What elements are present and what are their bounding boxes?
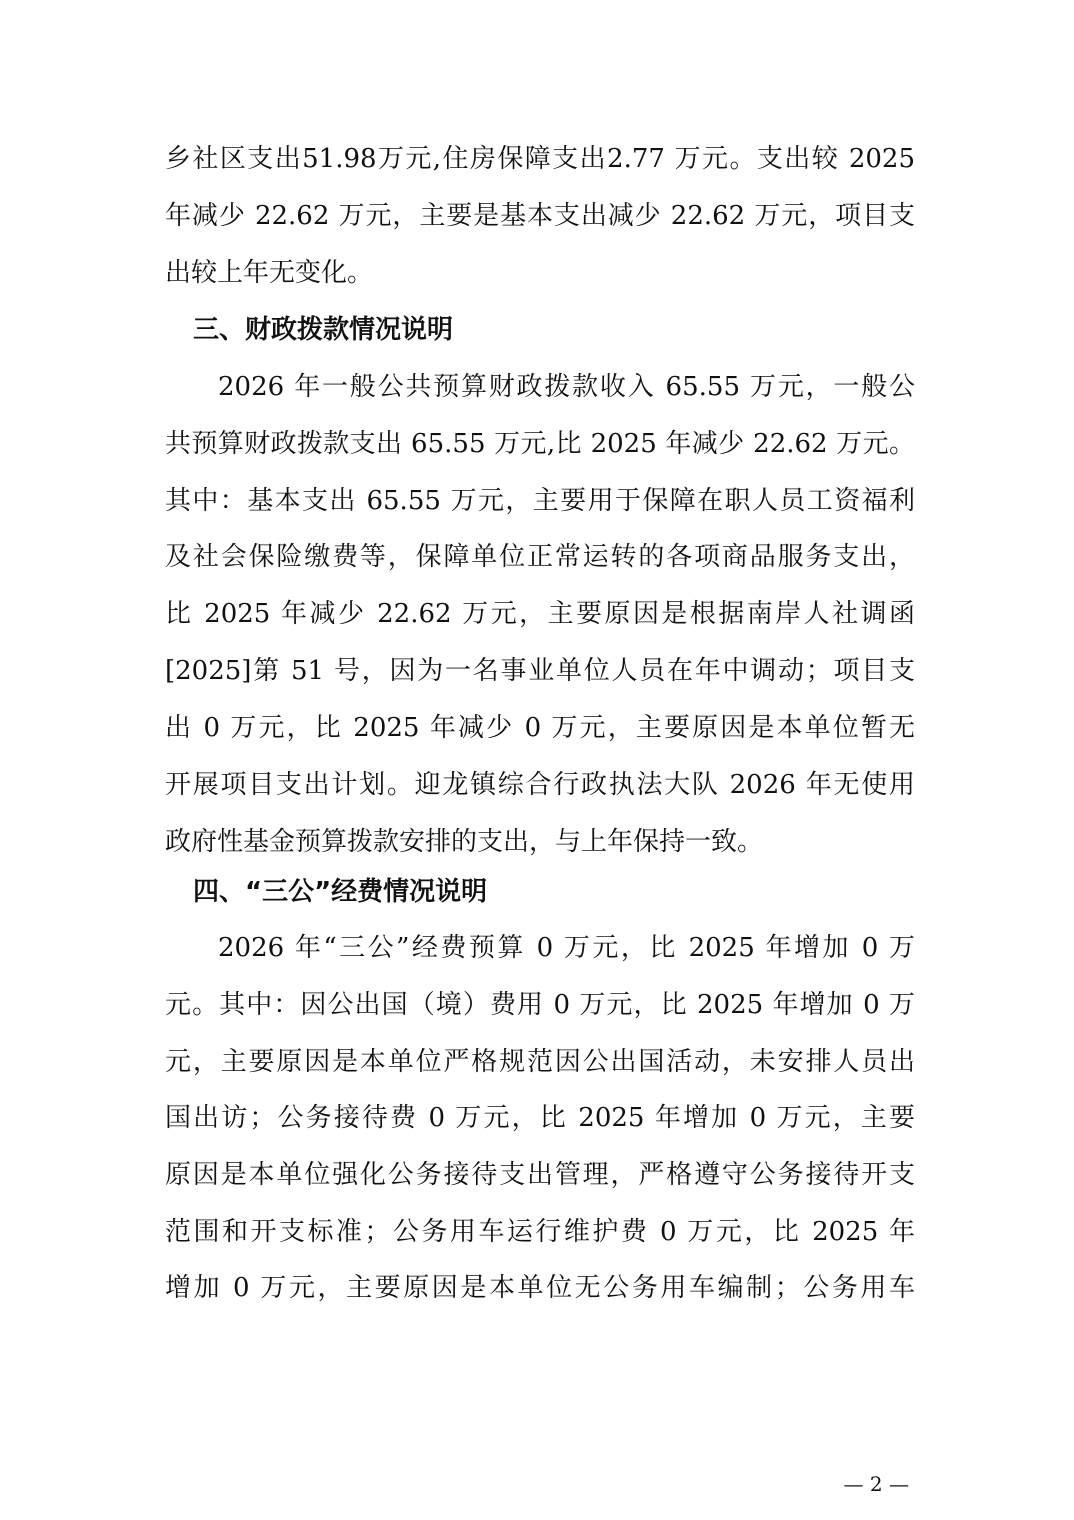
section-heading-4: 四、“三公”经费情况说明 [193,877,488,907]
paragraph-line: 2026 年一般公共预算财政拨款收入 65.55 万元，一般公 [218,372,915,402]
paragraph-line: 元，主要原因是本单位严格规范因公出国活动，未安排人员出 [165,1047,915,1077]
section-heading-3: 三、财政拨款情况说明 [193,315,454,345]
paragraph-line: 开展项目支出计划。迎龙镇综合行政执法大队 2026 年无使用 [165,770,915,800]
paragraph-line: 增加 0 万元，主要原因是本单位无公务用车编制；公务用车 [165,1273,915,1303]
paragraph-line: 出 0 万元，比 2025 年减少 0 万元，主要原因是本单位暂无 [165,713,915,743]
page-number: — 2 — [843,1472,909,1496]
paragraph-line: 及社会保险缴费等，保障单位正常运转的各项商品服务支出， [165,542,915,572]
paragraph-line: 国出访；公务接待费 0 万元，比 2025 年增加 0 万元，主要 [165,1103,915,1133]
paragraph-line: 年减少 22.62 万元，主要是基本支出减少 22.62 万元，项目支 [165,201,915,231]
paragraph-line: 共预算财政拨款支出 65.55 万元,比 2025 年减少 22.62 万元。 [165,429,915,459]
paragraph-line: 其中：基本支出 65.55 万元，主要用于保障在职人员工资福利 [165,486,915,516]
paragraph-line: 出较上年无变化。 [165,258,374,288]
paragraph-line: 政府性基金预算拨款安排的支出，与上年保持一致。 [165,827,764,857]
paragraph-line: [2025]第 51 号，因为一名事业单位人员在年中调动；项目支 [165,656,915,686]
paragraph-line: 原因是本单位强化公务接待支出管理，严格遵守公务接待开支 [165,1160,915,1190]
paragraph-line: 元。其中：因公出国（境）费用 0 万元，比 2025 年增加 0 万 [165,990,915,1020]
paragraph-line: 比 2025 年减少 22.62 万元，主要原因是根据南岸人社调函 [165,599,915,629]
paragraph-line: 2026 年“三公”经费预算 0 万元，比 2025 年增加 0 万 [218,933,915,963]
paragraph-line: 乡社区支出51.98万元,住房保障支出2.77 万元。支出较 2025 [165,144,915,174]
paragraph-line: 范围和开支标准；公务用车运行维护费 0 万元，比 2025 年 [165,1217,915,1247]
